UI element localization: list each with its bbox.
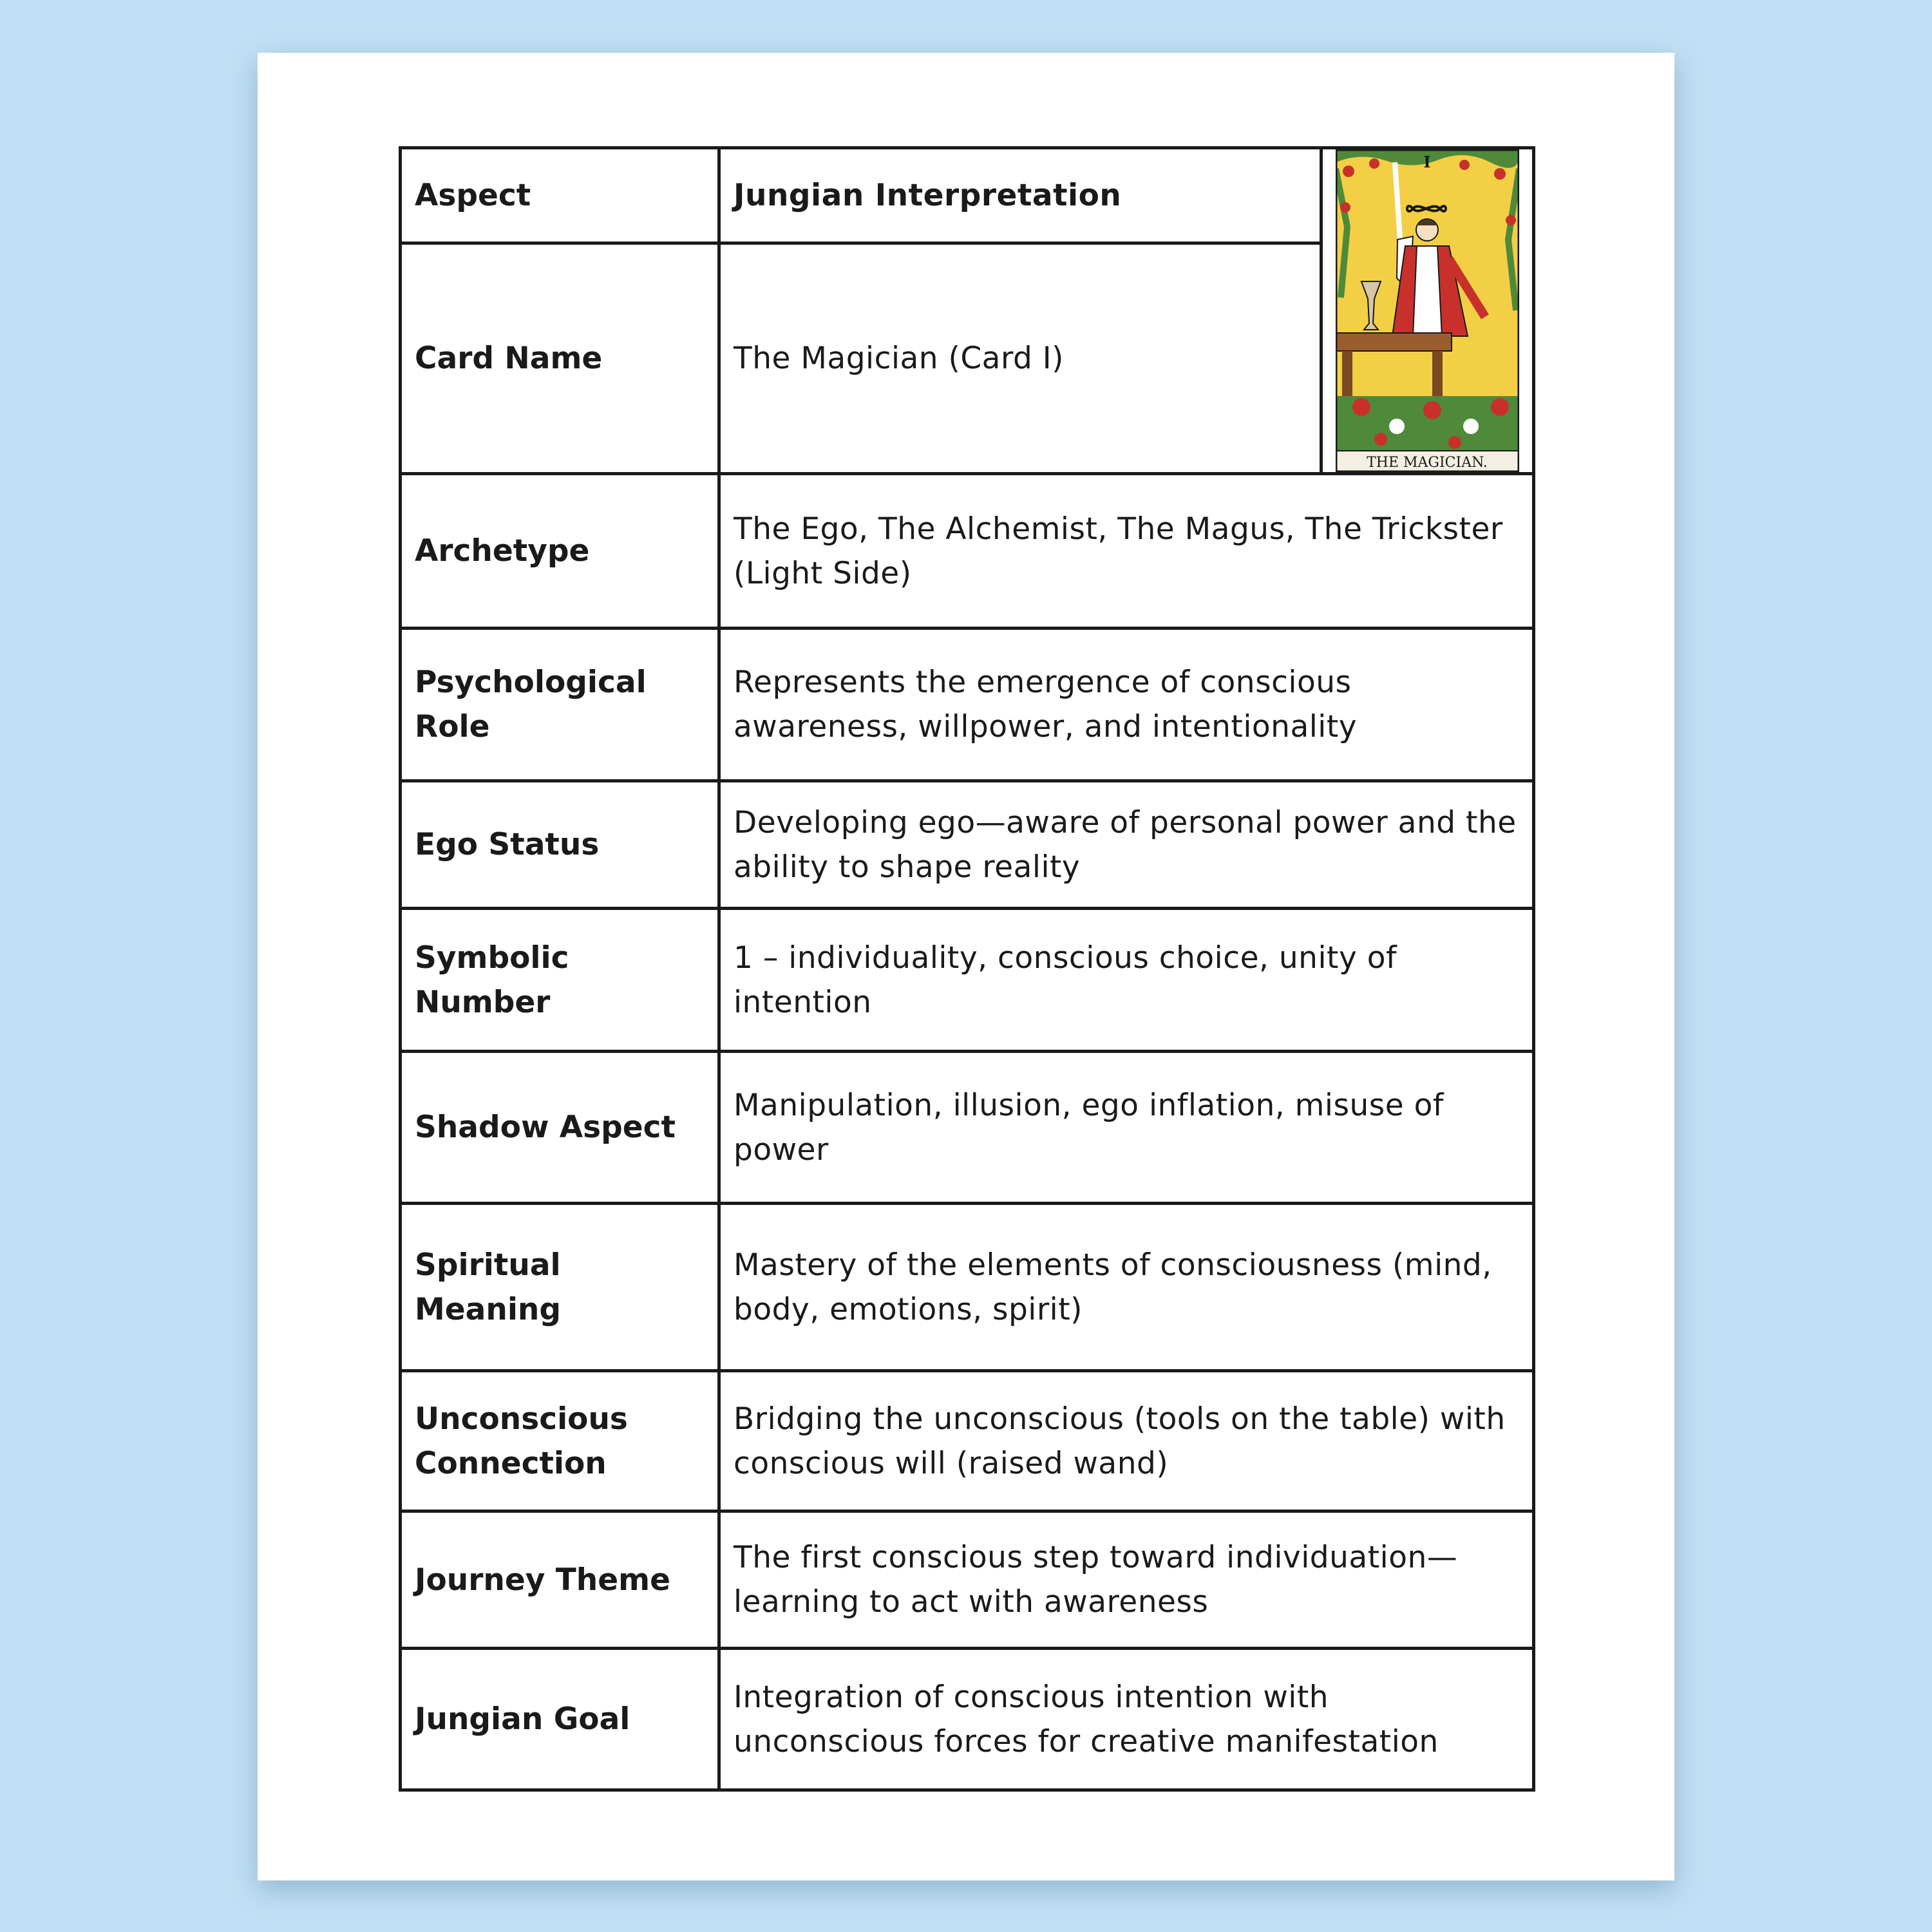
header-aspect: Aspect: [401, 148, 719, 243]
row-aspect: Jungian Goal: [401, 1649, 719, 1790]
row-interpretation: Integration of conscious intention with unconscious forces for creative manifestation: [719, 1649, 1534, 1790]
card-image-cell: [1321, 148, 1534, 474]
row-interpretation: 1 – individuality, conscious choice, unity of intention: [719, 909, 1534, 1052]
row-aspect: Ego Status: [401, 781, 719, 909]
table-row: [401, 1649, 1534, 1790]
card-caption: THE MAGICIAN.: [1367, 455, 1488, 471]
magician-card-image: [1336, 149, 1519, 472]
row-aspect: Spiritual Meaning: [401, 1204, 719, 1371]
row-aspect: Symbolic Number: [401, 909, 719, 1052]
row-aspect: Psychological Role: [401, 629, 719, 781]
table-row: [401, 629, 1534, 781]
table-row: [401, 474, 1534, 629]
row-interpretation: Represents the emergence of conscious awareness, willpower, and intentionality: [719, 629, 1534, 781]
row-interpretation: Developing ego—aware of personal power and the ability to shape reality: [719, 781, 1534, 909]
header-interpretation: Jungian Interpretation: [719, 148, 1321, 243]
table-row: [401, 1511, 1534, 1649]
row-aspect: Card Name: [401, 243, 719, 473]
table-row: [401, 1371, 1534, 1511]
table-row: [401, 1204, 1534, 1371]
row-aspect: Unconscious Connection: [401, 1371, 719, 1511]
table-row: [401, 1052, 1534, 1204]
row-aspect: Journey Theme: [401, 1511, 719, 1649]
table-row: [401, 909, 1534, 1052]
table-header-row: [401, 148, 1534, 243]
table-row: [401, 781, 1534, 909]
row-interpretation: The Ego, The Alchemist, The Magus, The Trickster (Light Side): [719, 474, 1534, 629]
row-interpretation: Mastery of the elements of consciousness (mind, body, emotions, spirit): [719, 1204, 1534, 1371]
card-numeral: I: [1423, 153, 1431, 171]
row-interpretation: The first conscious step toward individuation—learning to act with awareness: [719, 1511, 1534, 1649]
row-aspect: Shadow Aspect: [401, 1052, 719, 1204]
jungian-table: [399, 146, 1535, 1792]
row-aspect: Archetype: [401, 474, 719, 629]
row-interpretation: The Magician (Card I): [719, 243, 1321, 473]
row-interpretation: Bridging the unconscious (tools on the table) with conscious will (raised wand): [719, 1371, 1534, 1511]
document-page: [258, 53, 1674, 1880]
row-interpretation: Manipulation, illusion, ego inflation, misuse of power: [719, 1052, 1534, 1204]
